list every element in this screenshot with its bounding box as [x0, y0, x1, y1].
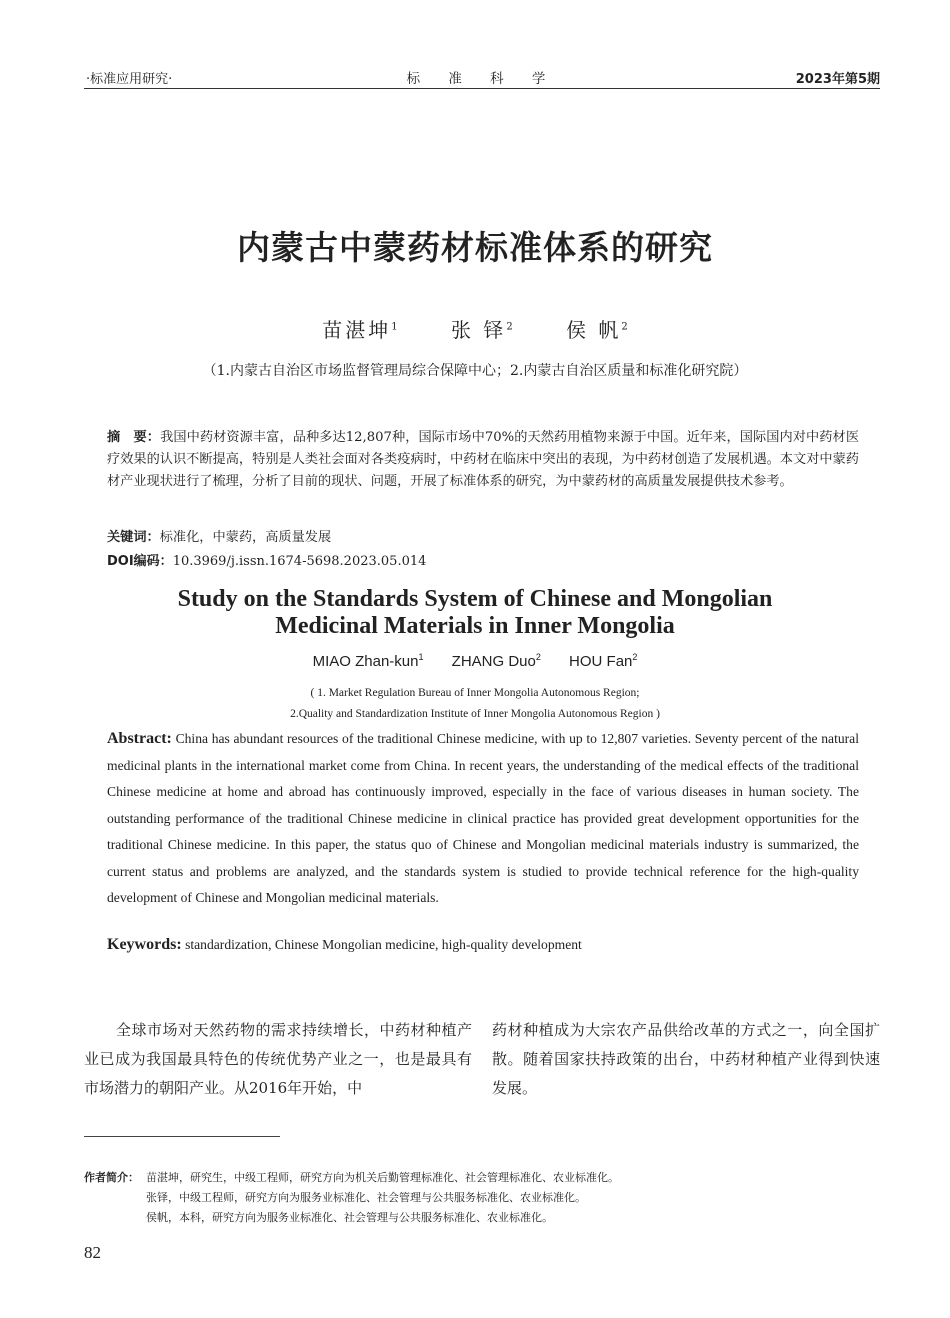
- abstract-cn: [107, 427, 859, 493]
- author-cn: 苗湛坤$^1$: [322, 318, 398, 342]
- body-column-right: 药材种植成为大宗农产品供给改革的方式之一，向全国扩散。随着国家扶持政策的出台，中药材种植产业得到快速发展。: [492, 1021, 880, 1097]
- affiliation-en: [0, 683, 950, 725]
- author-cn: 侯 帆$^2$: [566, 318, 628, 342]
- keywords-cn-label: 关键词：: [107, 530, 160, 545]
- page-title: 内蒙古中蒙药材标准体系的研究: [237, 228, 713, 267]
- doi-value: 10.3969/j.issn.1674-5698.2023.05.014: [172, 554, 427, 569]
- keywords-en: [107, 936, 582, 954]
- title-en-line2: Medicinal Materials in Inner Mongolia: [275, 613, 675, 639]
- issue-label: 2023年第5期: [795, 72, 880, 87]
- section-label: ·标准应用研究·: [86, 72, 173, 87]
- keywords-cn: [107, 526, 331, 545]
- abstract-en: [107, 726, 859, 912]
- author-notes-label: 作者简介：: [84, 1171, 139, 1184]
- footnote-divider: [84, 1136, 280, 1137]
- title-en: [0, 586, 950, 640]
- affiliation-en-line1: ( 1. Market Regulation Bureau of Inner Mongolia Autonomous Region;: [310, 687, 640, 699]
- author-note: 苗湛坤，研究生，中级工程师，研究方向为机关后勤管理标准化、社会管理标准化、农业标准化。: [146, 1171, 619, 1184]
- keywords-en-text: standardization, Chinese Mongolian medicine, high-quality development: [185, 937, 582, 952]
- running-header: [84, 66, 880, 89]
- keywords-cn-text: 标准化，中蒙药，高质量发展: [159, 530, 332, 545]
- affiliation-en-line2: 2.Quality and Standardization Institute of Inner Mongolia Autonomous Region ): [290, 708, 660, 720]
- author-note: 张铎，中级工程师，研究方向为服务业标准化、社会管理与公共服务标准化、农业标准化。: [146, 1191, 586, 1204]
- title-en-line1: Study on the Standards System of Chinese and Mongolian: [177, 586, 773, 612]
- author-note: 侯帆，本科，研究方向为服务业标准化、社会管理与公共服务标准化、农业标准化。: [146, 1211, 553, 1224]
- author-en: ZHANG Duo$^2$: [451, 652, 541, 670]
- authors-en: [0, 652, 950, 670]
- doi-label: DOI编码：: [107, 554, 173, 569]
- body-column-left: 全球市场对天然药物的需求持续增长，中药材种植产业已成为我国最具特色的传统优势产业之一，也是最具有市场潜力的朝阳产业。从2016年开始，中: [84, 1021, 472, 1097]
- author-en: HOU Fan$^2$: [569, 652, 638, 670]
- journal-name: 标 准 科 学: [406, 71, 558, 87]
- affiliation-cn: （1.内蒙古自治区市场监督管理局综合保障中心；2.内蒙古自治区质量和标准化研究院）: [202, 363, 748, 379]
- author-cn: 张 铎$^2$: [450, 318, 513, 342]
- abstract-en-label: Abstract:: [107, 730, 172, 747]
- keywords-en-label: Keywords:: [107, 936, 182, 953]
- authors-cn: [0, 314, 950, 343]
- author-en: MIAO Zhan-kun$^1$: [312, 652, 424, 670]
- abstract-cn-text: 我国中药材资源丰富，品种多达12,807种，国际市场中70%的天然药用植物来源于中国。近年来，国际国内对中药材医疗效果的认识不断提高，特别是人类社会面对各类疫病时，中药材在临床中突出的表现，为中药材创造了发展机遇。本文对中蒙药材产业现状进行了梳理，分析了目前的现状、问题，开展了标准体系的研究，为中蒙药材的高质量发展提供技术参考。: [107, 430, 860, 489]
- doi: [107, 550, 426, 569]
- abstract-cn-label: 摘 要：: [107, 430, 161, 445]
- page-number: 82: [84, 1243, 101, 1262]
- abstract-en-text: China has abundant resources of the traditional Chinese medicine, with up to 12,807 varieties. Seventy percent of the natural medicinal plants in the international market come from China. In recent years, the understanding of the medical effects of the traditional Chinese medicine at home and abroad has continuously improved, especially in the face of various diseases in human society. The outstanding performance of the traditional Chinese medicine in clinical practice has provided great development opportunities for the traditional Chinese medicine. In this paper, the status quo of Chinese and Mongolian medicinal materials industry is summarized, the current status and problems are analyzed, and the standards system is studied to provide technical reference for the high-quality development of Chinese and Mongolian medicinal materials.: [107, 731, 859, 905]
- author-notes: [84, 1168, 884, 1228]
